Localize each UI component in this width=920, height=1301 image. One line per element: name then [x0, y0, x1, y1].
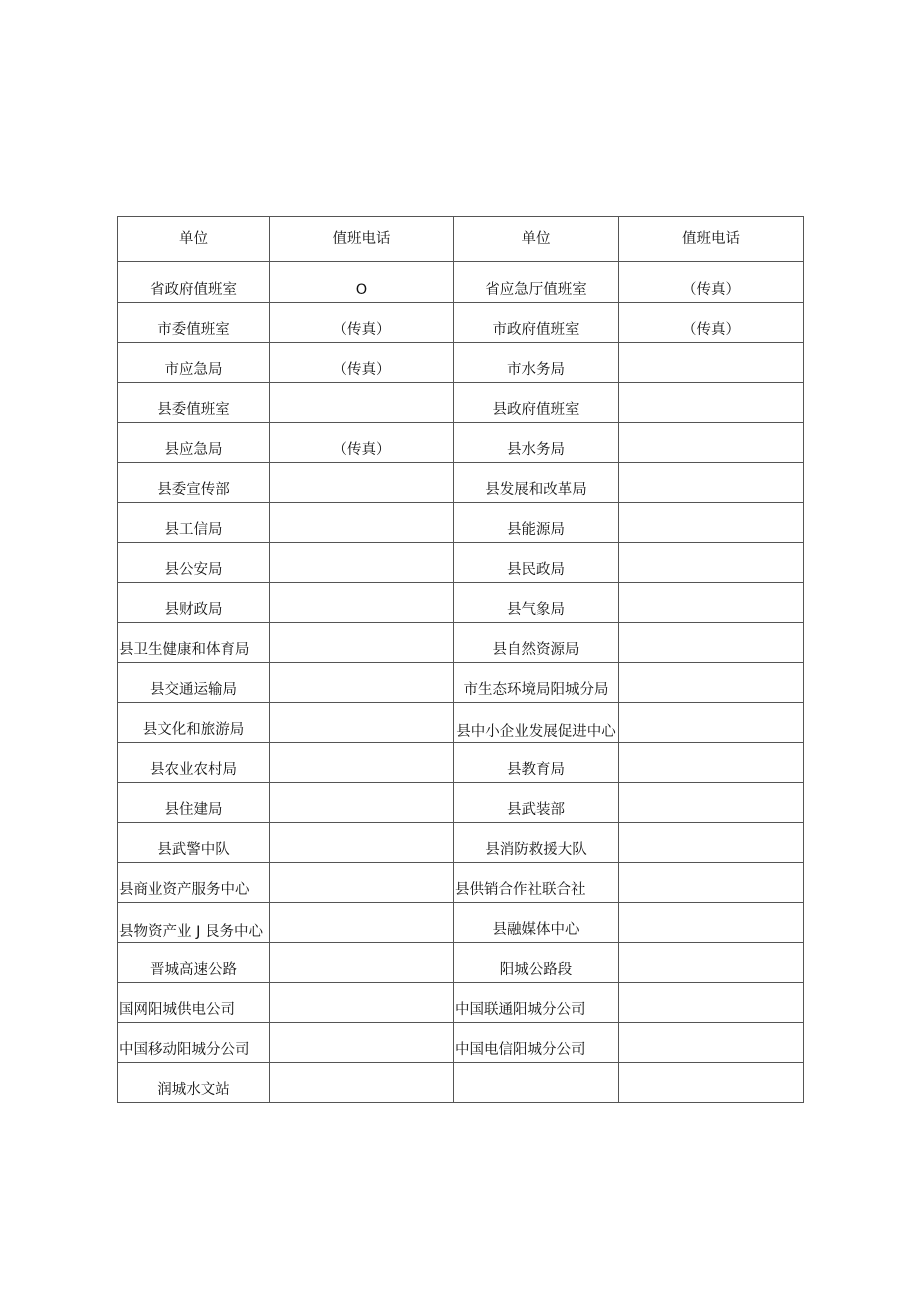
- table-row: [118, 1023, 804, 1063]
- unit-cell: 县发展和改革局: [454, 463, 619, 503]
- unit-cell: 县融媒体中心: [454, 903, 619, 943]
- phone-cell: [619, 823, 804, 863]
- header-phone-1: 值班电话: [270, 217, 454, 262]
- phone-cell: [270, 383, 454, 423]
- phone-cell: [619, 383, 804, 423]
- unit-cell: 省应急厅值班室: [454, 262, 619, 303]
- table-row: [118, 983, 804, 1023]
- phone-cell: [619, 623, 804, 663]
- unit-cell: 县商业资产服务中心: [118, 863, 270, 903]
- table-row: [118, 863, 804, 903]
- unit-cell: 阳城公路段: [454, 943, 619, 983]
- table-row: [118, 262, 804, 303]
- phone-cell: [619, 1023, 804, 1063]
- phone-cell: [270, 503, 454, 543]
- unit-cell: 县水务局: [454, 423, 619, 463]
- unit-cell: [454, 1063, 619, 1103]
- unit-cell: 中国联通阳城分公司: [454, 983, 619, 1023]
- phone-cell: [270, 983, 454, 1023]
- phone-cell: [619, 463, 804, 503]
- phone-cell: [619, 743, 804, 783]
- phone-cell: [270, 863, 454, 903]
- phone-cell: [270, 943, 454, 983]
- unit-cell: 县文化和旅游局: [118, 703, 270, 743]
- phone-cell: [270, 743, 454, 783]
- duty-phone-table: [117, 216, 804, 1103]
- phone-cell: [619, 1063, 804, 1103]
- unit-cell: 县自然资源局: [454, 623, 619, 663]
- unit-cell: 市委值班室: [118, 303, 270, 343]
- table-row: [118, 703, 804, 743]
- header-phone-2: 值班电话: [619, 217, 804, 262]
- phone-cell: （传真）: [619, 303, 804, 343]
- unit-cell: 中国移动阳城分公司: [118, 1023, 270, 1063]
- phone-cell: [270, 623, 454, 663]
- phone-cell: [619, 423, 804, 463]
- phone-cell: （传真）: [270, 423, 454, 463]
- unit-cell: 县气象局: [454, 583, 619, 623]
- unit-cell: 县公安局: [118, 543, 270, 583]
- unit-cell: 市应急局: [118, 343, 270, 383]
- unit-cell: 县财政局: [118, 583, 270, 623]
- table-row: [118, 783, 804, 823]
- unit-cell: 县武警中队: [118, 823, 270, 863]
- table-row: [118, 583, 804, 623]
- table-row: [118, 463, 804, 503]
- unit-cell: 县武装部: [454, 783, 619, 823]
- phone-cell: [619, 783, 804, 823]
- unit-cell: 县物资产业 J 艮务中心: [118, 903, 270, 943]
- table-row: [118, 543, 804, 583]
- table-row: [118, 663, 804, 703]
- unit-cell: 县委值班室: [118, 383, 270, 423]
- phone-cell: [619, 343, 804, 383]
- unit-cell: 市政府值班室: [454, 303, 619, 343]
- table-row: [118, 823, 804, 863]
- table-header-row: [118, 217, 804, 262]
- phone-cell: [619, 583, 804, 623]
- phone-cell: （传真）: [270, 343, 454, 383]
- phone-cell: [270, 823, 454, 863]
- phone-cell: [270, 663, 454, 703]
- unit-cell: 县交通运输局: [118, 663, 270, 703]
- unit-cell: 县能源局: [454, 503, 619, 543]
- phone-cell: [270, 1023, 454, 1063]
- unit-cell: 中国电信阳城分公司: [454, 1023, 619, 1063]
- phone-cell: [270, 703, 454, 743]
- unit-cell: 县供销合作社联合社: [454, 863, 619, 903]
- unit-cell: 县政府值班室: [454, 383, 619, 423]
- table-row: [118, 943, 804, 983]
- unit-cell: 县住建局: [118, 783, 270, 823]
- phone-cell: O: [270, 262, 454, 303]
- unit-cell: 县工信局: [118, 503, 270, 543]
- phone-cell: [619, 903, 804, 943]
- unit-cell: 县教育局: [454, 743, 619, 783]
- table-row: [118, 623, 804, 663]
- unit-cell: 县中小企业发展促进中心: [454, 703, 619, 743]
- phone-cell: [270, 903, 454, 943]
- unit-cell: 县卫生健康和体育局: [118, 623, 270, 663]
- phone-cell: [270, 463, 454, 503]
- phone-cell: [270, 783, 454, 823]
- table-row: [118, 343, 804, 383]
- header-unit-2: 单位: [454, 217, 619, 262]
- phone-cell: （传真）: [270, 303, 454, 343]
- phone-cell: [270, 543, 454, 583]
- unit-cell: 县农业农村局: [118, 743, 270, 783]
- phone-cell: [270, 583, 454, 623]
- unit-cell: 市水务局: [454, 343, 619, 383]
- unit-cell: 县应急局: [118, 423, 270, 463]
- unit-cell: 市生态环境局阳城分局: [454, 663, 619, 703]
- phone-cell: （传真）: [619, 262, 804, 303]
- unit-cell: 县民政局: [454, 543, 619, 583]
- unit-cell: 润城水文站: [118, 1063, 270, 1103]
- unit-cell: 省政府值班室: [118, 262, 270, 303]
- phone-cell: [619, 503, 804, 543]
- table-row: [118, 383, 804, 423]
- phone-cell: [619, 663, 804, 703]
- phone-cell: [619, 983, 804, 1023]
- table-row: [118, 1063, 804, 1103]
- phone-cell: [619, 943, 804, 983]
- phone-cell: [619, 863, 804, 903]
- unit-cell: 国网阳城供电公司: [118, 983, 270, 1023]
- phone-cell: [619, 703, 804, 743]
- table-row: [118, 423, 804, 463]
- unit-cell: 县委宣传部: [118, 463, 270, 503]
- phone-cell: [270, 1063, 454, 1103]
- unit-cell: 县消防救援大队: [454, 823, 619, 863]
- table-row: [118, 503, 804, 543]
- header-unit-1: 单位: [118, 217, 270, 262]
- unit-cell: 晋城高速公路: [118, 943, 270, 983]
- table-row: [118, 303, 804, 343]
- phone-cell: [619, 543, 804, 583]
- table-row: [118, 903, 804, 943]
- table-row: [118, 743, 804, 783]
